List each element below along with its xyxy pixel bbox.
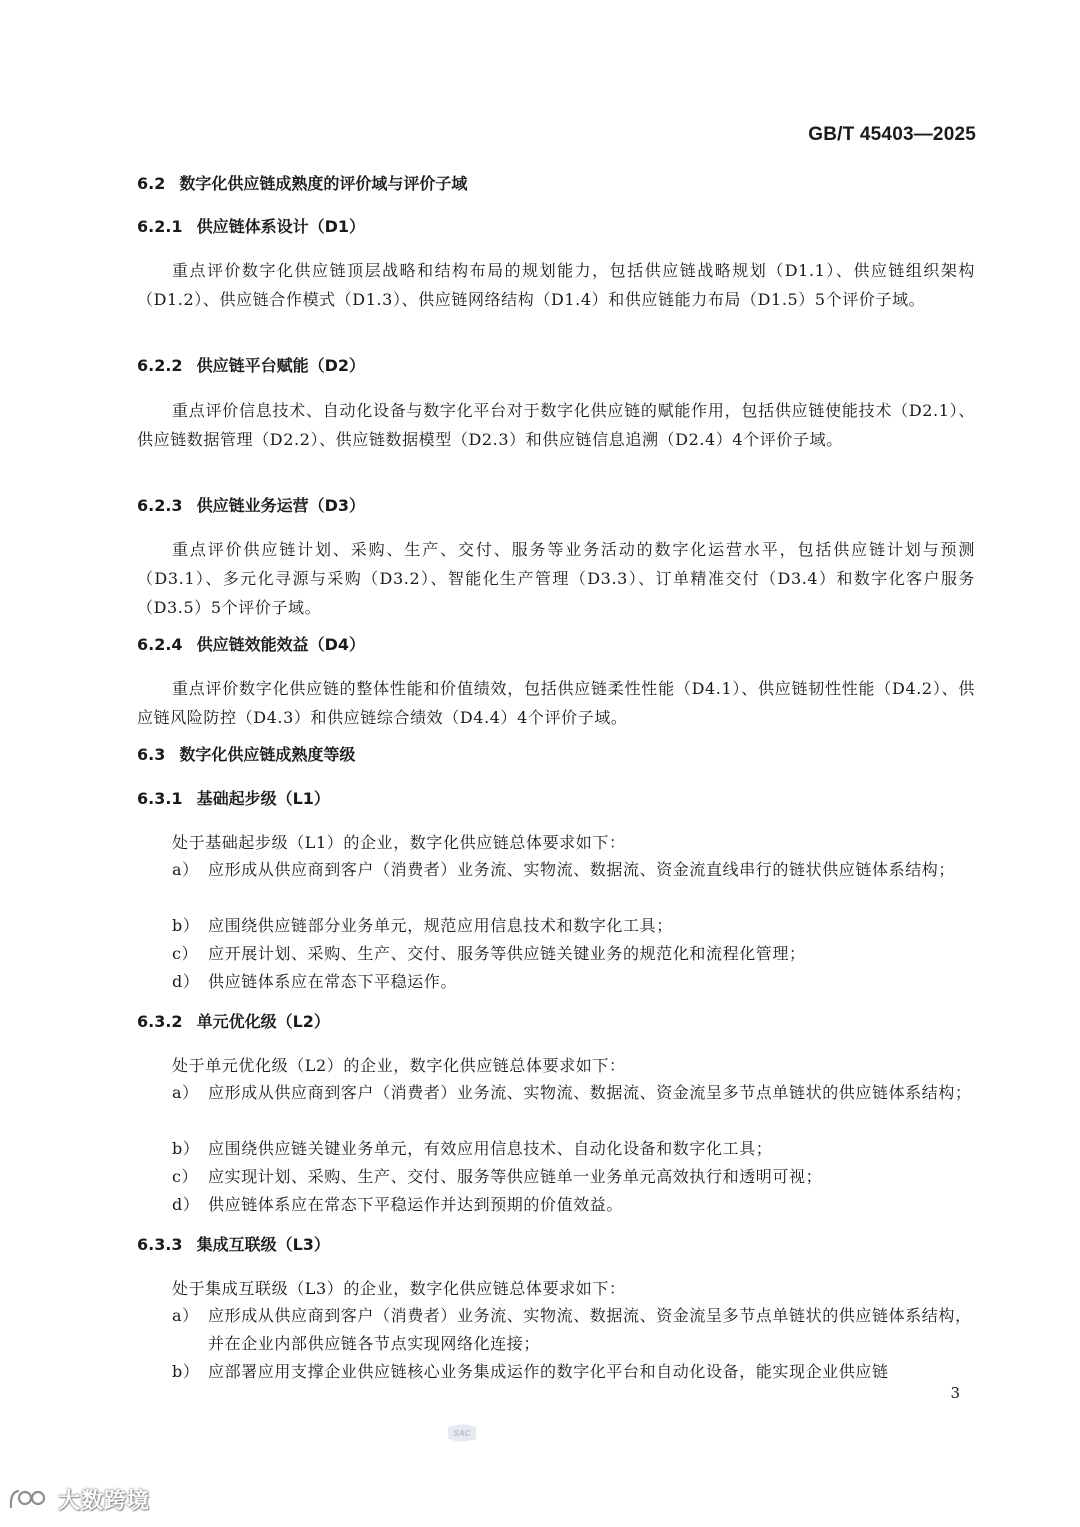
watermark — [8, 1484, 150, 1514]
section-number: 6.2.1 — [137, 217, 183, 236]
list-item-text: 应围绕供应链关键业务单元，有效应用信息技术、自动化设备和数字化工具； — [208, 1139, 773, 1158]
section-heading-6-3 — [137, 744, 355, 766]
paragraph-6-2-2: 重点评价信息技术、自动化设备与数字化平台对于数字化供应链的赋能作用，包括供应链使能技术（D2.1）、供应链数据管理（D2.2）、供应链数据模型（D2.3）和供应链信息追溯（D2.4）4个评价子域。 — [137, 401, 975, 449]
list-marker: c） — [172, 1167, 199, 1186]
list-marker: b） — [172, 1362, 200, 1381]
section-title: 供应链效能效益（D4） — [196, 635, 365, 654]
list-item-text: 应开展计划、采购、生产、交付、服务等供应链关键业务的规范化和流程化管理； — [208, 944, 806, 963]
list-item-text: 应形成从供应商到客户（消费者）业务流、实物流、数据流、资金流呈多节点单链状的供应链体系结构； — [208, 1083, 972, 1102]
intro-6-3-2: 处于单元优化级（L2）的企业，数字化供应链总体要求如下： — [172, 1056, 626, 1075]
section-title: 数字化供应链成熟度的评价域与评价子域 — [179, 174, 468, 193]
list-item — [172, 856, 977, 884]
list-marker: d） — [172, 972, 200, 991]
section-number: 6.3.2 — [137, 1012, 183, 1031]
section-title: 供应链业务运营（D3） — [196, 496, 365, 515]
section-number: 6.3.1 — [137, 789, 183, 808]
section-number: 6.2.2 — [137, 356, 183, 375]
list-item — [172, 1079, 977, 1107]
section-heading-6-2-3 — [137, 495, 365, 517]
section-heading-6-3-2 — [137, 1011, 330, 1033]
section-number: 6.2.4 — [137, 635, 183, 654]
section-title: 数字化供应链成熟度等级 — [179, 745, 356, 764]
list-marker: c） — [172, 944, 199, 963]
paragraph-6-2-3: 重点评价供应链计划、采购、生产、交付、服务等业务活动的数字化运营水平，包括供应链计划与预测（D3.1）、多元化寻源与采购（D3.2）、智能化生产管理（D3.3）、订单精准交付（D3.4）和数字化客户服务（D3.5）5个评价子域。 — [137, 540, 975, 617]
list-item — [172, 968, 977, 996]
list-marker: b） — [172, 916, 200, 935]
list-item — [172, 1191, 977, 1219]
list-item-text: 应围绕供应链部分业务单元，规范应用信息技术和数字化工具； — [208, 916, 673, 935]
section-heading-6-3-1 — [137, 788, 330, 810]
sac-logo-text: SAC — [453, 1429, 471, 1438]
section-number: 6.3.3 — [137, 1235, 183, 1254]
list-item — [172, 912, 977, 940]
watermark-logo-icon — [8, 1485, 54, 1513]
list-item — [172, 1135, 977, 1163]
list-item-text: 应部署应用支撑企业供应链核心业务集成运作的数字化平台和自动化设备，能实现企业供应链 — [208, 1362, 889, 1381]
standard-code: GB/T 45403—2025 — [808, 124, 976, 145]
list-item — [172, 1302, 977, 1358]
section-title: 集成互联级（L3） — [196, 1235, 330, 1254]
list-item-text: 供应链体系应在常态下平稳运作。 — [208, 972, 458, 991]
intro-6-3-3: 处于集成互联级（L3）的企业，数字化供应链总体要求如下： — [172, 1279, 626, 1298]
section-heading-6-2 — [137, 173, 467, 195]
list-marker: b） — [172, 1139, 200, 1158]
section-title: 供应链体系设计（D1） — [196, 217, 365, 236]
list-marker: d） — [172, 1195, 200, 1214]
section-title: 基础起步级（L1） — [196, 789, 330, 808]
section-title: 供应链平台赋能（D2） — [196, 356, 365, 375]
list-marker: a） — [172, 860, 199, 879]
watermark-text: 大数跨境 — [58, 1488, 151, 1514]
list-item-text: 供应链体系应在常态下平稳运作并达到预期的价值效益。 — [208, 1195, 624, 1214]
list-item — [172, 940, 977, 968]
list-item-text: 应实现计划、采购、生产、交付、服务等供应链单一业务单元高效执行和透明可视； — [208, 1167, 823, 1186]
paragraph-6-2-4: 重点评价数字化供应链的整体性能和价值绩效，包括供应链柔性性能（D4.1）、供应链韧性性能（D4.2）、供应链风险防控（D4.3）和供应链综合绩效（D4.4）4个评价子域。 — [137, 679, 975, 727]
section-number: 6.2.3 — [137, 496, 183, 515]
section-heading-6-2-1 — [137, 216, 365, 238]
list-item-text: 应形成从供应商到客户（消费者）业务流、实物流、数据流、资金流直线串行的链状供应链体系结构； — [208, 860, 956, 879]
list-marker: a） — [172, 1083, 199, 1102]
list-item-text: 应形成从供应商到客户（消费者）业务流、实物流、数据流、资金流呈多节点单链状的供应链体系结构，并在企业内部供应链各节点实现网络化连接； — [208, 1306, 972, 1353]
section-title: 单元优化级（L2） — [196, 1012, 330, 1031]
section-heading-6-2-4 — [137, 634, 365, 656]
list-item — [172, 1358, 977, 1386]
sac-logo-icon — [446, 1424, 478, 1442]
page-number: 3 — [950, 1384, 960, 1402]
section-number: 6.3 — [137, 745, 166, 764]
section-number: 6.2 — [137, 174, 166, 193]
paragraph-6-2-1: 重点评价数字化供应链顶层战略和结构布局的规划能力，包括供应链战略规划（D1.1）、供应链组织架构（D1.2）、供应链合作模式（D1.3）、供应链网络结构（D1.4）和供应链能力布局（D1.5）5个评价子域。 — [137, 261, 975, 309]
section-heading-6-3-3 — [137, 1234, 330, 1256]
intro-6-3-1: 处于基础起步级（L1）的企业，数字化供应链总体要求如下： — [172, 833, 626, 852]
list-item — [172, 1163, 977, 1191]
section-heading-6-2-2 — [137, 355, 365, 377]
list-marker: a） — [172, 1306, 199, 1325]
